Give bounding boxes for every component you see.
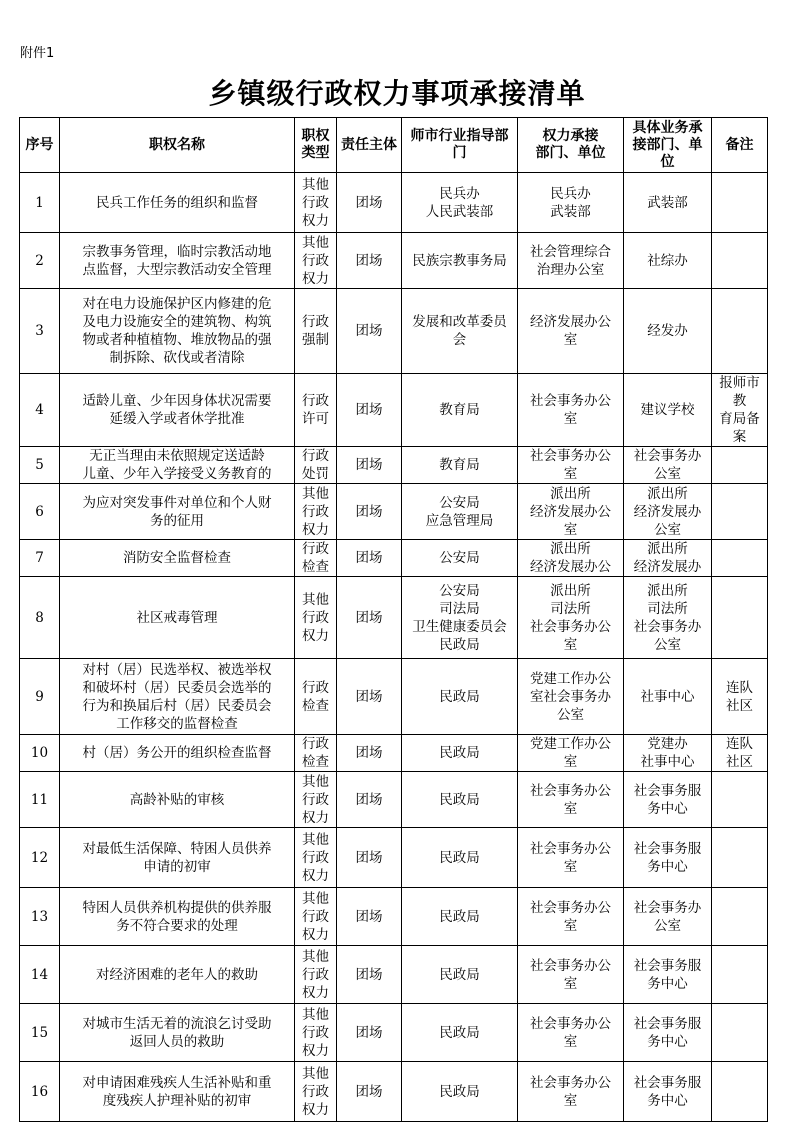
specific-unit-cell: 党建办 社事中心	[624, 735, 712, 772]
responsible-subject-cell: 团场	[337, 540, 402, 577]
undertaking-department-cell: 社会事务办公 室	[518, 772, 624, 828]
specific-unit-cell: 建议学校	[624, 374, 712, 447]
undertaking-department-cell: 社会事务办公 室	[518, 888, 624, 946]
undertaking-department-cell: 派出所 司法所 社会事务办公 室	[518, 577, 624, 659]
remark-cell: 报师市教 育局备案	[712, 374, 768, 447]
power-name-cell: 对经济困难的老年人的救助	[60, 946, 295, 1004]
undertaking-department-cell: 民兵办 武装部	[518, 173, 624, 233]
table-row	[20, 484, 768, 540]
undertaking-department-cell: 社会事务办公 室	[518, 447, 624, 484]
attachment-label: 附件1	[20, 46, 55, 61]
undertaking-department-cell: 社会事务办公 室	[518, 1004, 624, 1062]
remark-cell	[712, 828, 768, 888]
row-number-cell: 6	[20, 484, 60, 540]
table-row	[20, 1004, 768, 1062]
undertaking-department-cell: 社会事务办公 室	[518, 828, 624, 888]
table-row	[20, 233, 768, 289]
remark-cell	[712, 484, 768, 540]
power-name-cell: 社区戒毒管理	[60, 577, 295, 659]
table-row	[20, 577, 768, 659]
guiding-department-cell: 民族宗教事务局	[402, 233, 518, 289]
guiding-department-cell: 民政局	[402, 735, 518, 772]
table-row	[20, 772, 768, 828]
undertaking-department-cell: 党建工作办公 室	[518, 735, 624, 772]
power-name-cell: 适龄儿童、少年因身体状况需要 延缓入学或者休学批准	[60, 374, 295, 447]
table-row	[20, 888, 768, 946]
header-cell: 备注	[712, 118, 768, 173]
power-type-cell: 行政 许可	[295, 374, 337, 447]
power-type-cell: 其他 行政 权力	[295, 577, 337, 659]
power-name-cell: 为应对突发事件对单位和个人财 务的征用	[60, 484, 295, 540]
specific-unit-cell: 社会事务服 务中心	[624, 1062, 712, 1122]
row-number-cell: 2	[20, 233, 60, 289]
power-list-table	[19, 117, 768, 1122]
guiding-department-cell: 民政局	[402, 659, 518, 735]
row-number-cell: 4	[20, 374, 60, 447]
table-row	[20, 173, 768, 233]
remark-cell: 连队 社区	[712, 659, 768, 735]
responsible-subject-cell: 团场	[337, 659, 402, 735]
guiding-department-cell: 民政局	[402, 888, 518, 946]
row-number-cell: 5	[20, 447, 60, 484]
specific-unit-cell: 社会事务服 务中心	[624, 1004, 712, 1062]
undertaking-department-cell: 社会事务办公 室	[518, 1062, 624, 1122]
remark-cell	[712, 946, 768, 1004]
row-number-cell: 11	[20, 772, 60, 828]
remark-cell	[712, 577, 768, 659]
remark-cell	[712, 1062, 768, 1122]
undertaking-department-cell: 社会事务办公 室	[518, 946, 624, 1004]
undertaking-department-cell: 经济发展办公 室	[518, 289, 624, 374]
specific-unit-cell: 社会事务办 公室	[624, 888, 712, 946]
specific-unit-cell: 派出所 经济发展办 公室	[624, 484, 712, 540]
row-number-cell: 3	[20, 289, 60, 374]
power-name-cell: 高龄补贴的审核	[60, 772, 295, 828]
power-type-cell: 行政 检查	[295, 540, 337, 577]
table-row	[20, 659, 768, 735]
power-name-cell: 民兵工作任务的组织和监督	[60, 173, 295, 233]
power-type-cell: 行政 处罚	[295, 447, 337, 484]
undertaking-department-cell: 社会管理综合 治理办公室	[518, 233, 624, 289]
responsible-subject-cell: 团场	[337, 484, 402, 540]
guiding-department-cell: 民兵办 人民武装部	[402, 173, 518, 233]
header-cell: 权力承接 部门、单位	[518, 118, 624, 173]
power-type-cell: 其他 行政 权力	[295, 946, 337, 1004]
power-name-cell: 对最低生活保障、特困人员供养 申请的初审	[60, 828, 295, 888]
responsible-subject-cell: 团场	[337, 289, 402, 374]
specific-unit-cell: 武装部	[624, 173, 712, 233]
remark-cell	[712, 233, 768, 289]
guiding-department-cell: 发展和改革委员 会	[402, 289, 518, 374]
specific-unit-cell: 社事中心	[624, 659, 712, 735]
power-name-cell: 对村（居）民选举权、被选举权 和破坏村（居）民委员会选举的 行为和换届后村（居）民委员会 工作移交的监督检查	[60, 659, 295, 735]
header-row	[20, 118, 768, 173]
power-type-cell: 其他 行政 权力	[295, 772, 337, 828]
specific-unit-cell: 社会事务服 务中心	[624, 828, 712, 888]
guiding-department-cell: 公安局 应急管理局	[402, 484, 518, 540]
responsible-subject-cell: 团场	[337, 173, 402, 233]
table-row	[20, 1062, 768, 1122]
guiding-department-cell: 民政局	[402, 772, 518, 828]
power-type-cell: 行政 强制	[295, 289, 337, 374]
power-name-cell: 特困人员供养机构提供的供养服 务不符合要求的处理	[60, 888, 295, 946]
row-number-cell: 16	[20, 1062, 60, 1122]
power-type-cell: 其他 行政 权力	[295, 484, 337, 540]
undertaking-department-cell: 派出所 经济发展办公 室	[518, 484, 624, 540]
row-number-cell: 1	[20, 173, 60, 233]
row-number-cell: 15	[20, 1004, 60, 1062]
row-number-cell: 10	[20, 735, 60, 772]
remark-cell	[712, 772, 768, 828]
responsible-subject-cell: 团场	[337, 828, 402, 888]
row-number-cell: 13	[20, 888, 60, 946]
undertaking-department-cell: 社会事务办公 室	[518, 374, 624, 447]
power-name-cell: 无正当理由未依照规定送适龄 儿童、少年入学接受义务教育的	[60, 447, 295, 484]
table-row	[20, 374, 768, 447]
row-number-cell: 9	[20, 659, 60, 735]
responsible-subject-cell: 团场	[337, 772, 402, 828]
table-row	[20, 540, 768, 577]
specific-unit-cell: 社会事务服 务中心	[624, 772, 712, 828]
power-type-cell: 其他 行政 权力	[295, 828, 337, 888]
header-cell: 具体业务承 接部门、单 位	[624, 118, 712, 173]
header-cell: 职权 类型	[295, 118, 337, 173]
responsible-subject-cell: 团场	[337, 735, 402, 772]
row-number-cell: 12	[20, 828, 60, 888]
responsible-subject-cell: 团场	[337, 1004, 402, 1062]
remark-cell	[712, 888, 768, 946]
power-name-cell: 对申请困难残疾人生活补贴和重 度残疾人护理补贴的初审	[60, 1062, 295, 1122]
specific-unit-cell: 派出所 经济发展办	[624, 540, 712, 577]
responsible-subject-cell: 团场	[337, 946, 402, 1004]
guiding-department-cell: 公安局 司法局 卫生健康委员会 民政局	[402, 577, 518, 659]
header-cell: 师市行业指导部 门	[402, 118, 518, 173]
undertaking-department-cell: 派出所 经济发展办公	[518, 540, 624, 577]
specific-unit-cell: 派出所 司法所 社会事务办 公室	[624, 577, 712, 659]
power-type-cell: 其他 行政 权力	[295, 1062, 337, 1122]
power-name-cell: 宗教事务管理，临时宗教活动地 点监督，大型宗教活动安全管理	[60, 233, 295, 289]
power-name-cell: 消防安全监督检查	[60, 540, 295, 577]
responsible-subject-cell: 团场	[337, 888, 402, 946]
remark-cell	[712, 540, 768, 577]
power-name-cell: 村（居）务公开的组织检查监督	[60, 735, 295, 772]
responsible-subject-cell: 团场	[337, 1062, 402, 1122]
table-row	[20, 735, 768, 772]
guiding-department-cell: 教育局	[402, 447, 518, 484]
responsible-subject-cell: 团场	[337, 233, 402, 289]
power-type-cell: 其他 行政 权力	[295, 173, 337, 233]
undertaking-department-cell: 党建工作办公 室社会事务办 公室	[518, 659, 624, 735]
table-row	[20, 447, 768, 484]
guiding-department-cell: 民政局	[402, 1062, 518, 1122]
header-cell: 责任主体	[337, 118, 402, 173]
header-cell: 职权名称	[60, 118, 295, 173]
row-number-cell: 14	[20, 946, 60, 1004]
responsible-subject-cell: 团场	[337, 577, 402, 659]
guiding-department-cell: 教育局	[402, 374, 518, 447]
power-name-cell: 对城市生活无着的流浪乞讨受助 返回人员的救助	[60, 1004, 295, 1062]
power-type-cell: 其他 行政 权力	[295, 1004, 337, 1062]
guiding-department-cell: 民政局	[402, 1004, 518, 1062]
remark-cell: 连队 社区	[712, 735, 768, 772]
page-title: 乡镇级行政权力事项承接清单	[208, 77, 586, 110]
power-name-cell: 对在电力设施保护区内修建的危 及电力设施安全的建筑物、构筑 物或者种植植物、堆放物品的强 制拆除、砍伐或者清除	[60, 289, 295, 374]
responsible-subject-cell: 团场	[337, 447, 402, 484]
remark-cell	[712, 1004, 768, 1062]
specific-unit-cell: 社会事务服 务中心	[624, 946, 712, 1004]
specific-unit-cell: 社会事务办 公室	[624, 447, 712, 484]
table-row	[20, 289, 768, 374]
specific-unit-cell: 经发办	[624, 289, 712, 374]
row-number-cell: 7	[20, 540, 60, 577]
table-row	[20, 946, 768, 1004]
remark-cell	[712, 447, 768, 484]
power-type-cell: 其他 行政 权力	[295, 233, 337, 289]
row-number-cell: 8	[20, 577, 60, 659]
specific-unit-cell: 社综办	[624, 233, 712, 289]
power-type-cell: 其他 行政 权力	[295, 888, 337, 946]
guiding-department-cell: 民政局	[402, 946, 518, 1004]
power-type-cell: 行政 检查	[295, 659, 337, 735]
guiding-department-cell: 公安局	[402, 540, 518, 577]
remark-cell	[712, 289, 768, 374]
remark-cell	[712, 173, 768, 233]
power-type-cell: 行政 检查	[295, 735, 337, 772]
header-cell: 序号	[20, 118, 60, 173]
guiding-department-cell: 民政局	[402, 828, 518, 888]
table-row	[20, 828, 768, 888]
responsible-subject-cell: 团场	[337, 374, 402, 447]
